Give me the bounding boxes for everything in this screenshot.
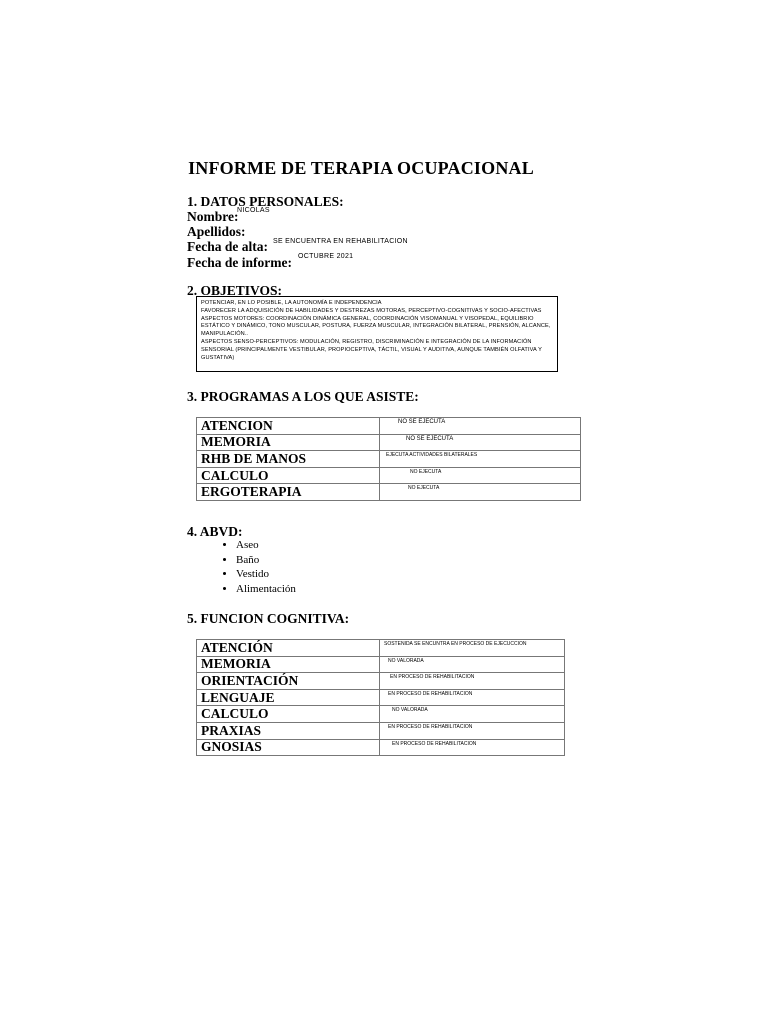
fecha-informe-value: OCTUBRE 2021: [298, 253, 354, 260]
programas-table: [196, 417, 581, 501]
programa-value: NO SE EJECUTA: [380, 434, 581, 451]
funcion-cognitiva-table: [196, 639, 565, 756]
programa-label: RHB DE MANOS: [197, 451, 380, 468]
apellidos-label: Apellidos:: [187, 224, 246, 239]
programa-label: ERGOTERAPIA: [197, 484, 380, 501]
fecha-informe-label: Fecha de informe:: [187, 255, 292, 270]
programa-value: NO SE EJECUTA: [380, 418, 581, 435]
programa-value: NO EJECUTA: [380, 467, 581, 484]
funcion-label: LENGUAJE: [197, 689, 380, 706]
objetivo-line: FAVORECER LA ADQUISICIÓN DE HABILIDADES Y DESTREZAS MOTORAS, PERCEPTIVO-COGNITIVAS Y SOCIO-AFECTIVAS: [201, 307, 542, 314]
table-row: [197, 706, 565, 723]
abvd-heading: 4. ABVD:: [187, 524, 243, 539]
objetivo-line: ASPECTOS SENSO-PERCEPTIVOS: MODULACIÓN, REGISTRO, DISCRIMINACIÓN E INTEGRACIÓN DE LA INFORMACIÓN SENSORIAL (PRINCIPALMENTE VESTIBULAR, PROPIOCEPTIVA, TÁCTIL, VISUAL Y AUDITIVA, AUNQUE TAMBIÉN OLFATIVA Y GUSTATIVA): [201, 338, 542, 361]
funcion-cognitiva-heading: 5. FUNCION COGNITIVA:: [187, 611, 350, 626]
funcion-value: EN PROCESO DE REHABILITACION: [380, 689, 565, 706]
abvd-list: [218, 538, 296, 596]
table-row: [197, 656, 565, 673]
document-title: INFORME DE TERAPIA OCUPACIONAL: [188, 158, 534, 178]
funcion-label: PRAXIAS: [197, 722, 380, 739]
funcion-label: ATENCIÓN: [197, 640, 380, 657]
funcion-value: SOSTENIDA SE ENCUNTRA EN PROCESO DE EJECUCCION: [380, 640, 565, 657]
fecha-alta-label: Fecha de alta:: [187, 239, 268, 254]
table-row: [197, 451, 581, 468]
funcion-label: CALCULO: [197, 706, 380, 723]
funcion-value: NO VALORADA: [380, 656, 565, 673]
table-row: [197, 467, 581, 484]
list-item: • Alimentación: [236, 582, 296, 597]
programa-label: CALCULO: [197, 467, 380, 484]
funcion-value: EN PROCESO DE REHABILITACION: [380, 673, 565, 690]
fecha-alta-value: SE ENCUENTRA EN REHABILITACION: [273, 238, 408, 245]
table-row: [197, 673, 565, 690]
programa-value: NO EJECUTA: [380, 484, 581, 501]
funcion-label: GNOSIAS: [197, 739, 380, 756]
funcion-value: EN PROCESO DE REHABILITACION: [380, 739, 565, 756]
list-item: • Vestido: [236, 567, 296, 582]
objetivos-box: [196, 296, 558, 372]
programas-heading: 3. PROGRAMAS A LOS QUE ASISTE:: [187, 389, 419, 404]
table-row: [197, 418, 581, 435]
table-row: [197, 640, 565, 657]
objetivo-line: POTENCIAR, EN LO POSIBLE, LA AUTONOMÍA E INDEPENDENCIA: [201, 300, 382, 306]
funcion-value: NO VALORADA: [380, 706, 565, 723]
funcion-value: EN PROCESO DE REHABILITACION: [380, 722, 565, 739]
nombre-label: Nombre:: [187, 209, 239, 224]
objetivo-line: ASPECTOS MOTORES: COORDINACIÓN DINÁMICA GENERAL, COORDINACIÓN VISOMANUAL Y VISOPEDAL, EQUILIBRIO ESTÁTICO Y DINÁMICO, TONO MUSCULAR, POSTURA, FUERZA MUSCULAR, INTEGRACIÓN BILATERAL, PRENSIÓN, ALCANCE, MANIPULACIÓN..: [201, 315, 551, 338]
list-item: • Baño: [236, 553, 296, 568]
table-row: [197, 722, 565, 739]
table-row: [197, 434, 581, 451]
datos-personales-heading: 1. DATOS PERSONALES:: [187, 194, 344, 209]
table-row: [197, 689, 565, 706]
programa-label: ATENCION: [197, 418, 380, 435]
programa-label: MEMORIA: [197, 434, 380, 451]
nombre-value: NICOLAS: [237, 207, 270, 214]
funcion-label: ORIENTACIÓN: [197, 673, 380, 690]
table-row: [197, 484, 581, 501]
table-row: [197, 739, 565, 756]
funcion-label: MEMORIA: [197, 656, 380, 673]
objetivos-heading: 2. OBJETIVOS:: [187, 283, 283, 298]
list-item: • Aseo: [236, 538, 296, 553]
programa-value: EJECUTA ACTIVIDADES BILATERALES: [380, 451, 581, 468]
